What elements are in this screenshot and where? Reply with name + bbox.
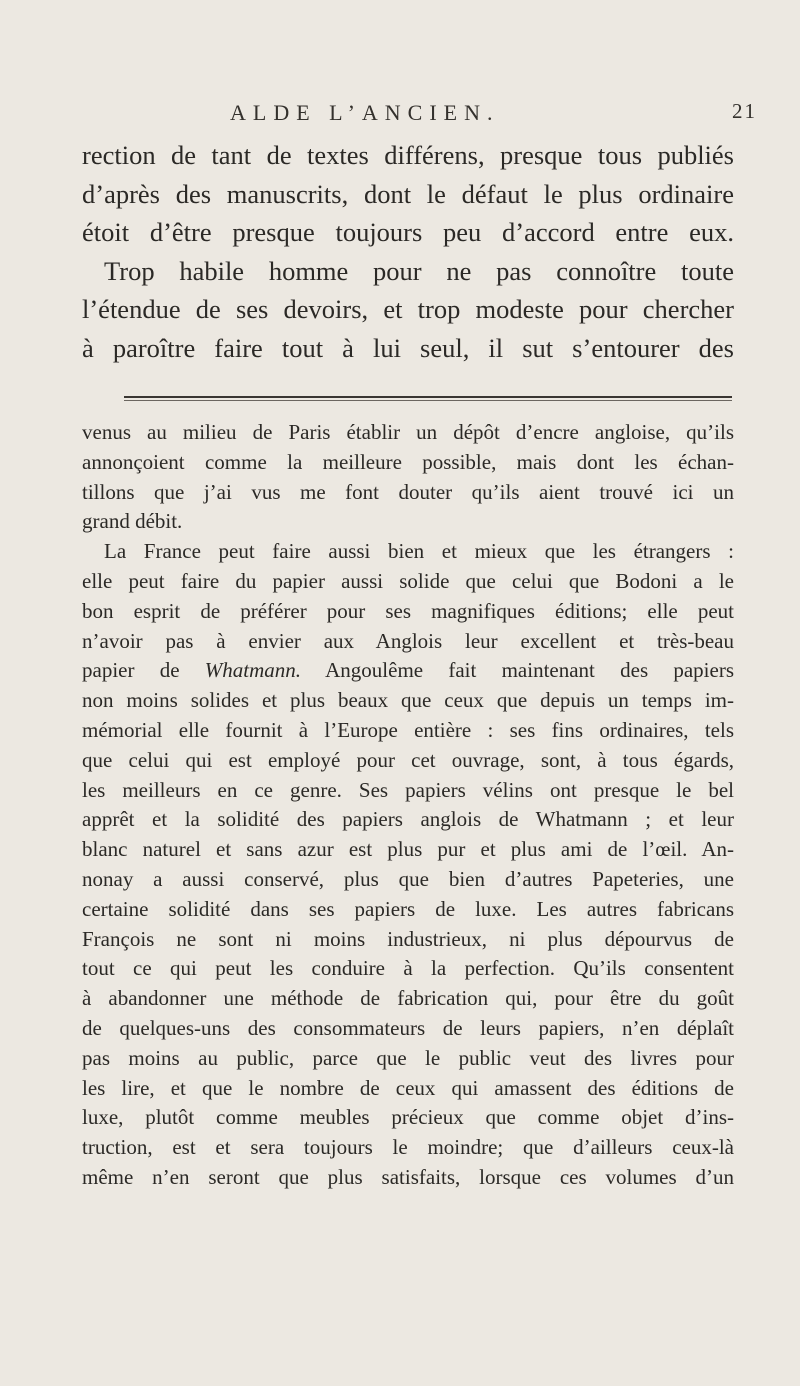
- note-line: n’avoir pas à envier aux Anglois leur excellent et très-beau: [82, 628, 734, 653]
- note-line: non moins solides et plus beaux que ceux que depuis un temps im-: [82, 688, 734, 713]
- text-line: étoit d’être presque toujours peu d’accord entre eux.: [82, 217, 734, 247]
- note-line: mémorial elle fournit à l’Europe entière : ses fins ordinaires, tels: [82, 717, 734, 742]
- note-line: tillons que j’ai vus me font douter qu’ils aient trouvé ici un: [82, 479, 734, 504]
- note-line-rest: Angoulême fait maintenant des papiers: [325, 658, 735, 683]
- note-line: venus au milieu de Paris établir un dépôt d’encre angloise, qu’ils: [82, 420, 734, 444]
- note-line: que celui qui est employé pour cet ouvrage, sont, à tous égards,: [82, 747, 734, 772]
- note-line: François ne sont ni moins industrieux, ni plus dépourvus de: [82, 926, 734, 951]
- note-line-mixed: [82, 656, 734, 686]
- note-line: apprêt et la solidité des papiers anglois de Whatmann ; et leur: [82, 807, 734, 832]
- text-line: Trop habile homme pour ne pas connoître toute: [104, 255, 734, 286]
- note-line: bon esprit de préférer pour ses magnifiques éditions; elle peut: [82, 598, 734, 623]
- note-line: à abandonner une méthode de fabrication qui, pour être du goût: [82, 986, 734, 1011]
- footnote-text: [82, 418, 734, 1193]
- note-line: les meilleurs en ce genre. Ses papiers vélins ont presque le bel: [82, 777, 734, 802]
- running-title: ALDE L’ANCIEN.: [230, 100, 500, 125]
- text-line: à paroître faire tout à lui seul, il sut s’entourer des: [82, 332, 734, 363]
- note-line: tout ce qui peut les conduire à la perfection. Qu’ils consentent: [82, 956, 734, 981]
- page-number: 21: [732, 99, 757, 123]
- note-line: elle peut faire du papier aussi solide que celui que Bodoni a le: [82, 568, 734, 593]
- footnote-rule: [124, 396, 732, 398]
- footnote-rule-thin: [124, 400, 732, 401]
- note-line: truction, est et sera toujours le moindre; que d’ailleurs ceux-là: [82, 1135, 734, 1160]
- text-line: l’étendue de ses devoirs, et trop modeste pour chercher: [82, 294, 734, 324]
- note-line: de quelques-uns des consommateurs de leurs papiers, n’en déplaît: [82, 1015, 734, 1040]
- note-line: grand débit.: [82, 509, 183, 534]
- main-text: [82, 136, 734, 367]
- note-line: luxe, plutôt comme meubles précieux que comme objet d’ins-: [82, 1105, 734, 1130]
- note-line: certaine solidité dans ses papiers de luxe. Les autres fabricans: [82, 896, 734, 921]
- note-line: même n’en seront que plus satisfaits, lorsque ces volumes d’un: [82, 1164, 734, 1189]
- note-line: les lire, et que le nombre de ceux qui amassent des éditions de: [82, 1075, 734, 1100]
- note-line: annonçoient comme la meilleure possible, mais dont les échan-: [82, 449, 734, 474]
- note-line: La France peut faire aussi bien et mieux que les étrangers :: [104, 539, 734, 564]
- note-line: nonay a aussi conservé, plus que bien d’autres Papeteries, une: [82, 866, 734, 891]
- note-line-italic: Whatmann.: [204, 658, 302, 683]
- note-line: blanc naturel et sans azur est plus pur et plus ami de l’œil. An-: [82, 837, 734, 862]
- text-line: d’après des manuscrits, dont le défaut le plus ordinaire: [82, 178, 734, 209]
- note-line: pas moins au public, parce que le public veut des livres pour: [82, 1045, 734, 1070]
- text-line: rection de tant de textes différens, presque tous publiés: [82, 140, 734, 170]
- note-line-prefix: papier de: [82, 658, 180, 683]
